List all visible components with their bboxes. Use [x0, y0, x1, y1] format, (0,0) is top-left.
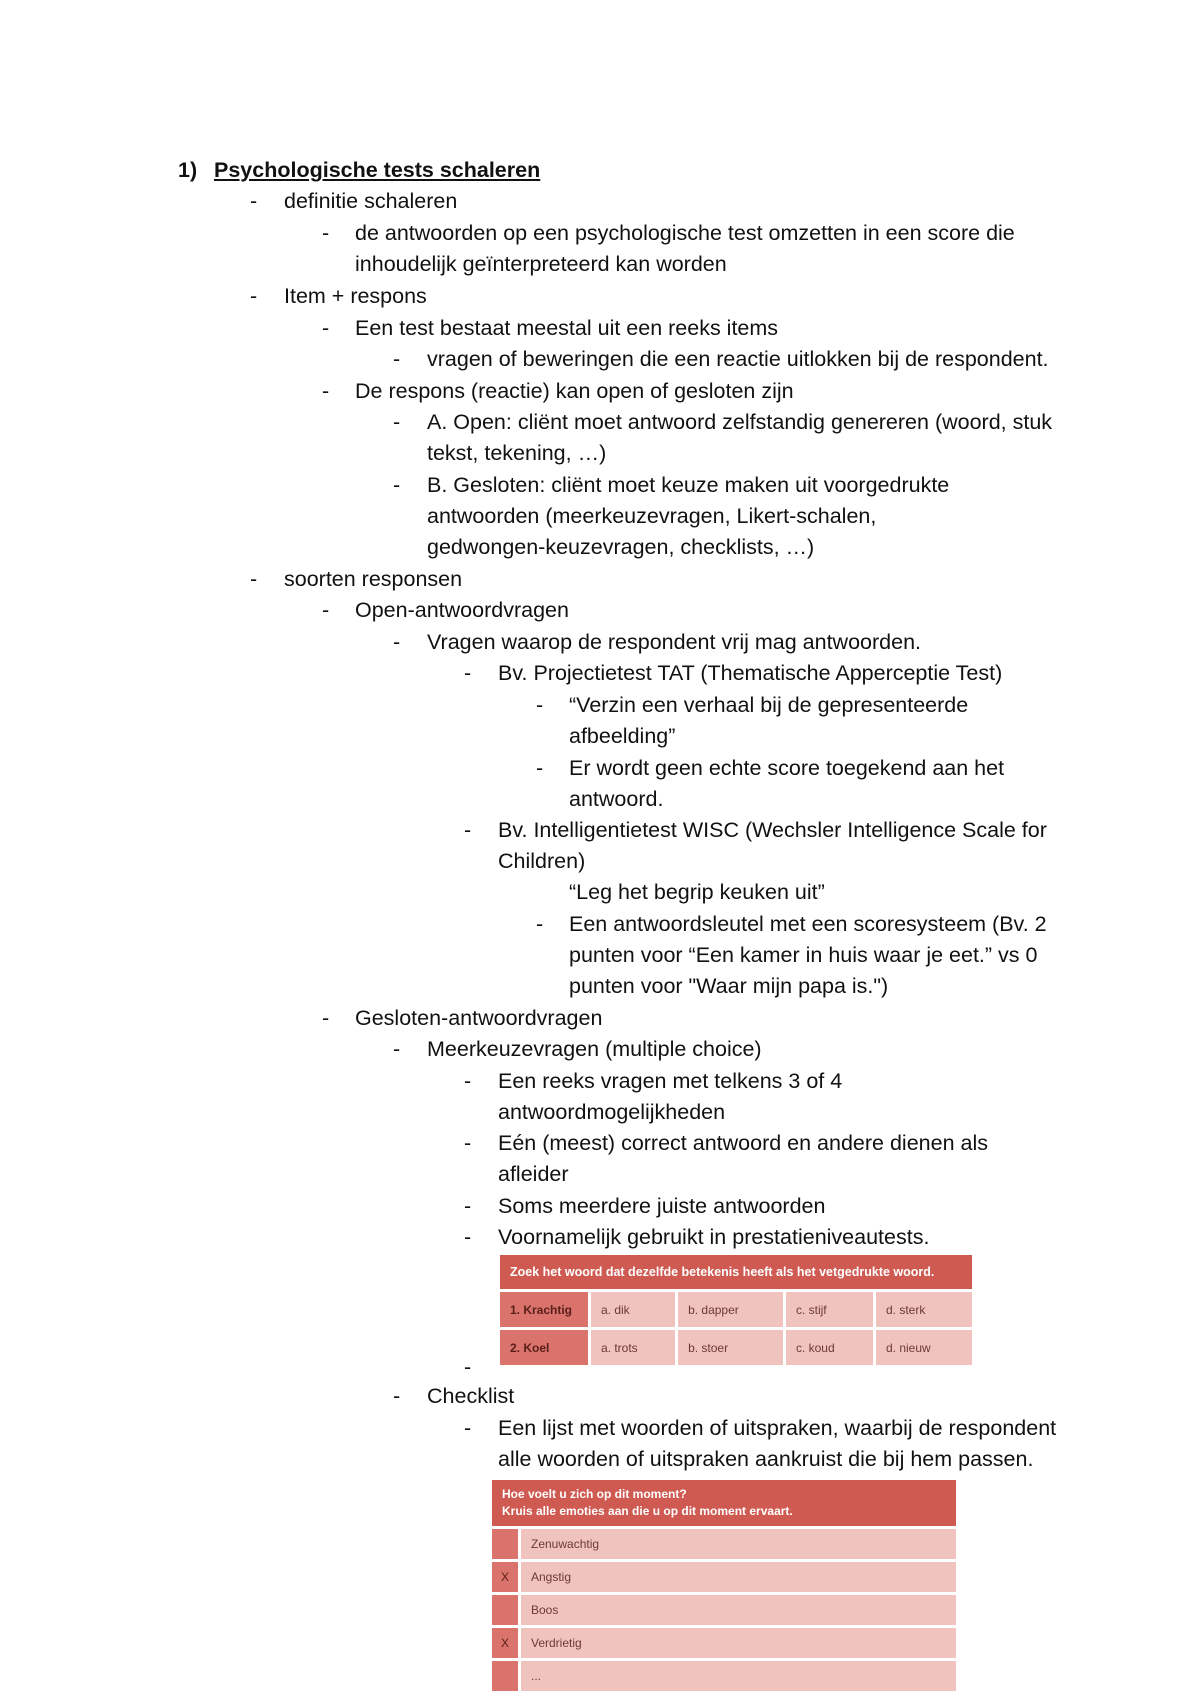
bullet-dash: -	[250, 567, 258, 591]
list-item: A. Open: cliënt moet antwoord zelfstandig genereren (woord, stuk	[427, 410, 1053, 434]
list-item-continuation: punten voor "Waar mijn papa is.")	[569, 974, 889, 998]
bullet-dash: -	[393, 630, 401, 654]
bullet-dash: -	[536, 756, 544, 780]
list-item-continuation: antwoorden (meerkeuzevragen, Likert-schalen,	[427, 504, 877, 528]
table-row	[500, 1330, 972, 1365]
question-word: 1. Krachtig	[500, 1292, 588, 1327]
table-row	[492, 1529, 956, 1559]
answer-option: b. dapper	[678, 1292, 783, 1327]
list-item: B. Gesloten: cliënt moet keuze maken uit voorgedrukte	[427, 473, 950, 497]
bullet-dash: -	[322, 221, 330, 245]
list-item-continuation: gedwongen-keuzevragen, checklists, …)	[427, 535, 815, 559]
bullet-dash: -	[536, 693, 544, 717]
table-header	[492, 1480, 956, 1526]
bullet-dash: -	[322, 598, 330, 622]
list-item-continuation: afbeelding”	[569, 724, 676, 748]
answer-option: c. koud	[786, 1330, 873, 1365]
table-row	[500, 1292, 972, 1327]
checkmark-cell: X	[492, 1628, 518, 1658]
list-item: Bv. Projectietest TAT (Thematische Apperceptie Test)	[498, 661, 1003, 685]
question-word: 2. Koel	[500, 1330, 588, 1365]
bullet-dash: -	[322, 379, 330, 403]
list-item: Item + respons	[284, 284, 427, 308]
table-header: Zoek het woord dat dezelfde betekenis heeft als het vetgedrukte woord.	[500, 1255, 972, 1289]
bullet-dash: -	[464, 1416, 472, 1440]
checkmark-cell	[492, 1661, 518, 1691]
list-item-continuation: antwoordmogelijkheden	[498, 1100, 726, 1124]
list-item: Een reeks vragen met telkens 3 of 4	[498, 1069, 843, 1093]
answer-option: b. stoer	[678, 1330, 783, 1365]
list-item: Gesloten-antwoordvragen	[355, 1006, 603, 1030]
list-item-continuation: afleider	[498, 1162, 569, 1186]
bullet-dash: -	[464, 1225, 472, 1249]
checkmark-cell: X	[492, 1562, 518, 1592]
list-item: Soms meerdere juiste antwoorden	[498, 1194, 826, 1218]
list-item-continuation: punten voor “Een kamer in huis waar je eet.” vs 0	[569, 943, 1038, 967]
bullet-dash: -	[464, 818, 472, 842]
answer-option: a. trots	[591, 1330, 675, 1365]
emotion-label: ...	[521, 1661, 956, 1691]
bullet-dash: -	[393, 410, 401, 434]
page-title: Psychologische tests schaleren	[214, 158, 541, 182]
table-row	[492, 1661, 956, 1691]
multiple-choice-example-table	[497, 1252, 975, 1368]
list-item: Er wordt geen echte score toegekend aan het	[569, 756, 1005, 780]
bullet-dash: -	[250, 189, 258, 213]
list-item: De respons (reactie) kan open of gesloten zijn	[355, 379, 794, 403]
bullet-dash: -	[464, 1355, 472, 1379]
list-item: vragen of beweringen die een reactie uitlokken bij de respondent.	[427, 347, 1049, 371]
emotion-label: Zenuwachtig	[521, 1529, 956, 1559]
list-item: definitie schaleren	[284, 189, 458, 213]
answer-option: d. sterk	[876, 1292, 972, 1327]
emotion-label: Verdrietig	[521, 1628, 956, 1658]
checkmark-cell	[492, 1595, 518, 1625]
list-item-continuation: tekst, tekening, …)	[427, 441, 607, 465]
list-item: Open-antwoordvragen	[355, 598, 569, 622]
bullet-dash: -	[393, 1037, 401, 1061]
bullet-dash: -	[393, 347, 401, 371]
table-header-line: Kruis alle emoties aan die u op dit moment ervaart.	[502, 1504, 793, 1518]
list-item-continuation: inhoudelijk geïnterpreteerd kan worden	[355, 252, 727, 276]
answer-option: c. stijf	[786, 1292, 873, 1327]
emotion-label: Boos	[521, 1595, 956, 1625]
list-item-continuation: alle woorden of uitspraken aankruist die bij hem passen.	[498, 1447, 1034, 1471]
list-item: Meerkeuzevragen (multiple choice)	[427, 1037, 762, 1061]
bullet-dash: -	[322, 1006, 330, 1030]
list-item-continuation: Children)	[498, 849, 586, 873]
emotion-label: Angstig	[521, 1562, 956, 1592]
bullet-dash: -	[464, 1194, 472, 1218]
answer-option: d. nieuw	[876, 1330, 972, 1365]
list-item: soorten responsen	[284, 567, 463, 591]
list-item: Een test bestaat meestal uit een reeks items	[355, 316, 779, 340]
checkmark-cell	[492, 1529, 518, 1559]
list-item: Checklist	[427, 1384, 515, 1408]
table-row	[492, 1562, 956, 1592]
bullet-dash: -	[464, 1069, 472, 1093]
heading-number: 1)	[178, 158, 198, 182]
bullet-dash: -	[322, 316, 330, 340]
bullet-dash: -	[393, 473, 401, 497]
checklist-example-table	[489, 1477, 959, 1694]
list-item: Eén (meest) correct antwoord en andere dienen als	[498, 1131, 988, 1155]
bullet-dash: -	[250, 284, 258, 308]
list-item: Een lijst met woorden of uitspraken, waarbij de respondent	[498, 1416, 1057, 1440]
list-item: Een antwoordsleutel met een scoresysteem (Bv. 2	[569, 912, 1047, 936]
answer-option: a. dik	[591, 1292, 675, 1327]
table-row	[492, 1628, 956, 1658]
list-item: “Leg het begrip keuken uit”	[569, 880, 825, 904]
list-item: “Verzin een verhaal bij de gepresenteerde	[569, 693, 969, 717]
bullet-dash: -	[464, 1131, 472, 1155]
table-header-line: Hoe voelt u zich op dit moment?	[502, 1487, 687, 1501]
list-item: de antwoorden op een psychologische test omzetten in een score die	[355, 221, 1015, 245]
list-item: Bv. Intelligentietest WISC (Wechsler Intelligence Scale for	[498, 818, 1047, 842]
bullet-dash: -	[393, 1384, 401, 1408]
list-item: Voornamelijk gebruikt in prestatieniveautests.	[498, 1225, 930, 1249]
table-row	[492, 1595, 956, 1625]
bullet-dash: -	[464, 661, 472, 685]
list-item-continuation: antwoord.	[569, 787, 664, 811]
list-item: Vragen waarop de respondent vrij mag antwoorden.	[427, 630, 922, 654]
bullet-dash: -	[536, 912, 544, 936]
